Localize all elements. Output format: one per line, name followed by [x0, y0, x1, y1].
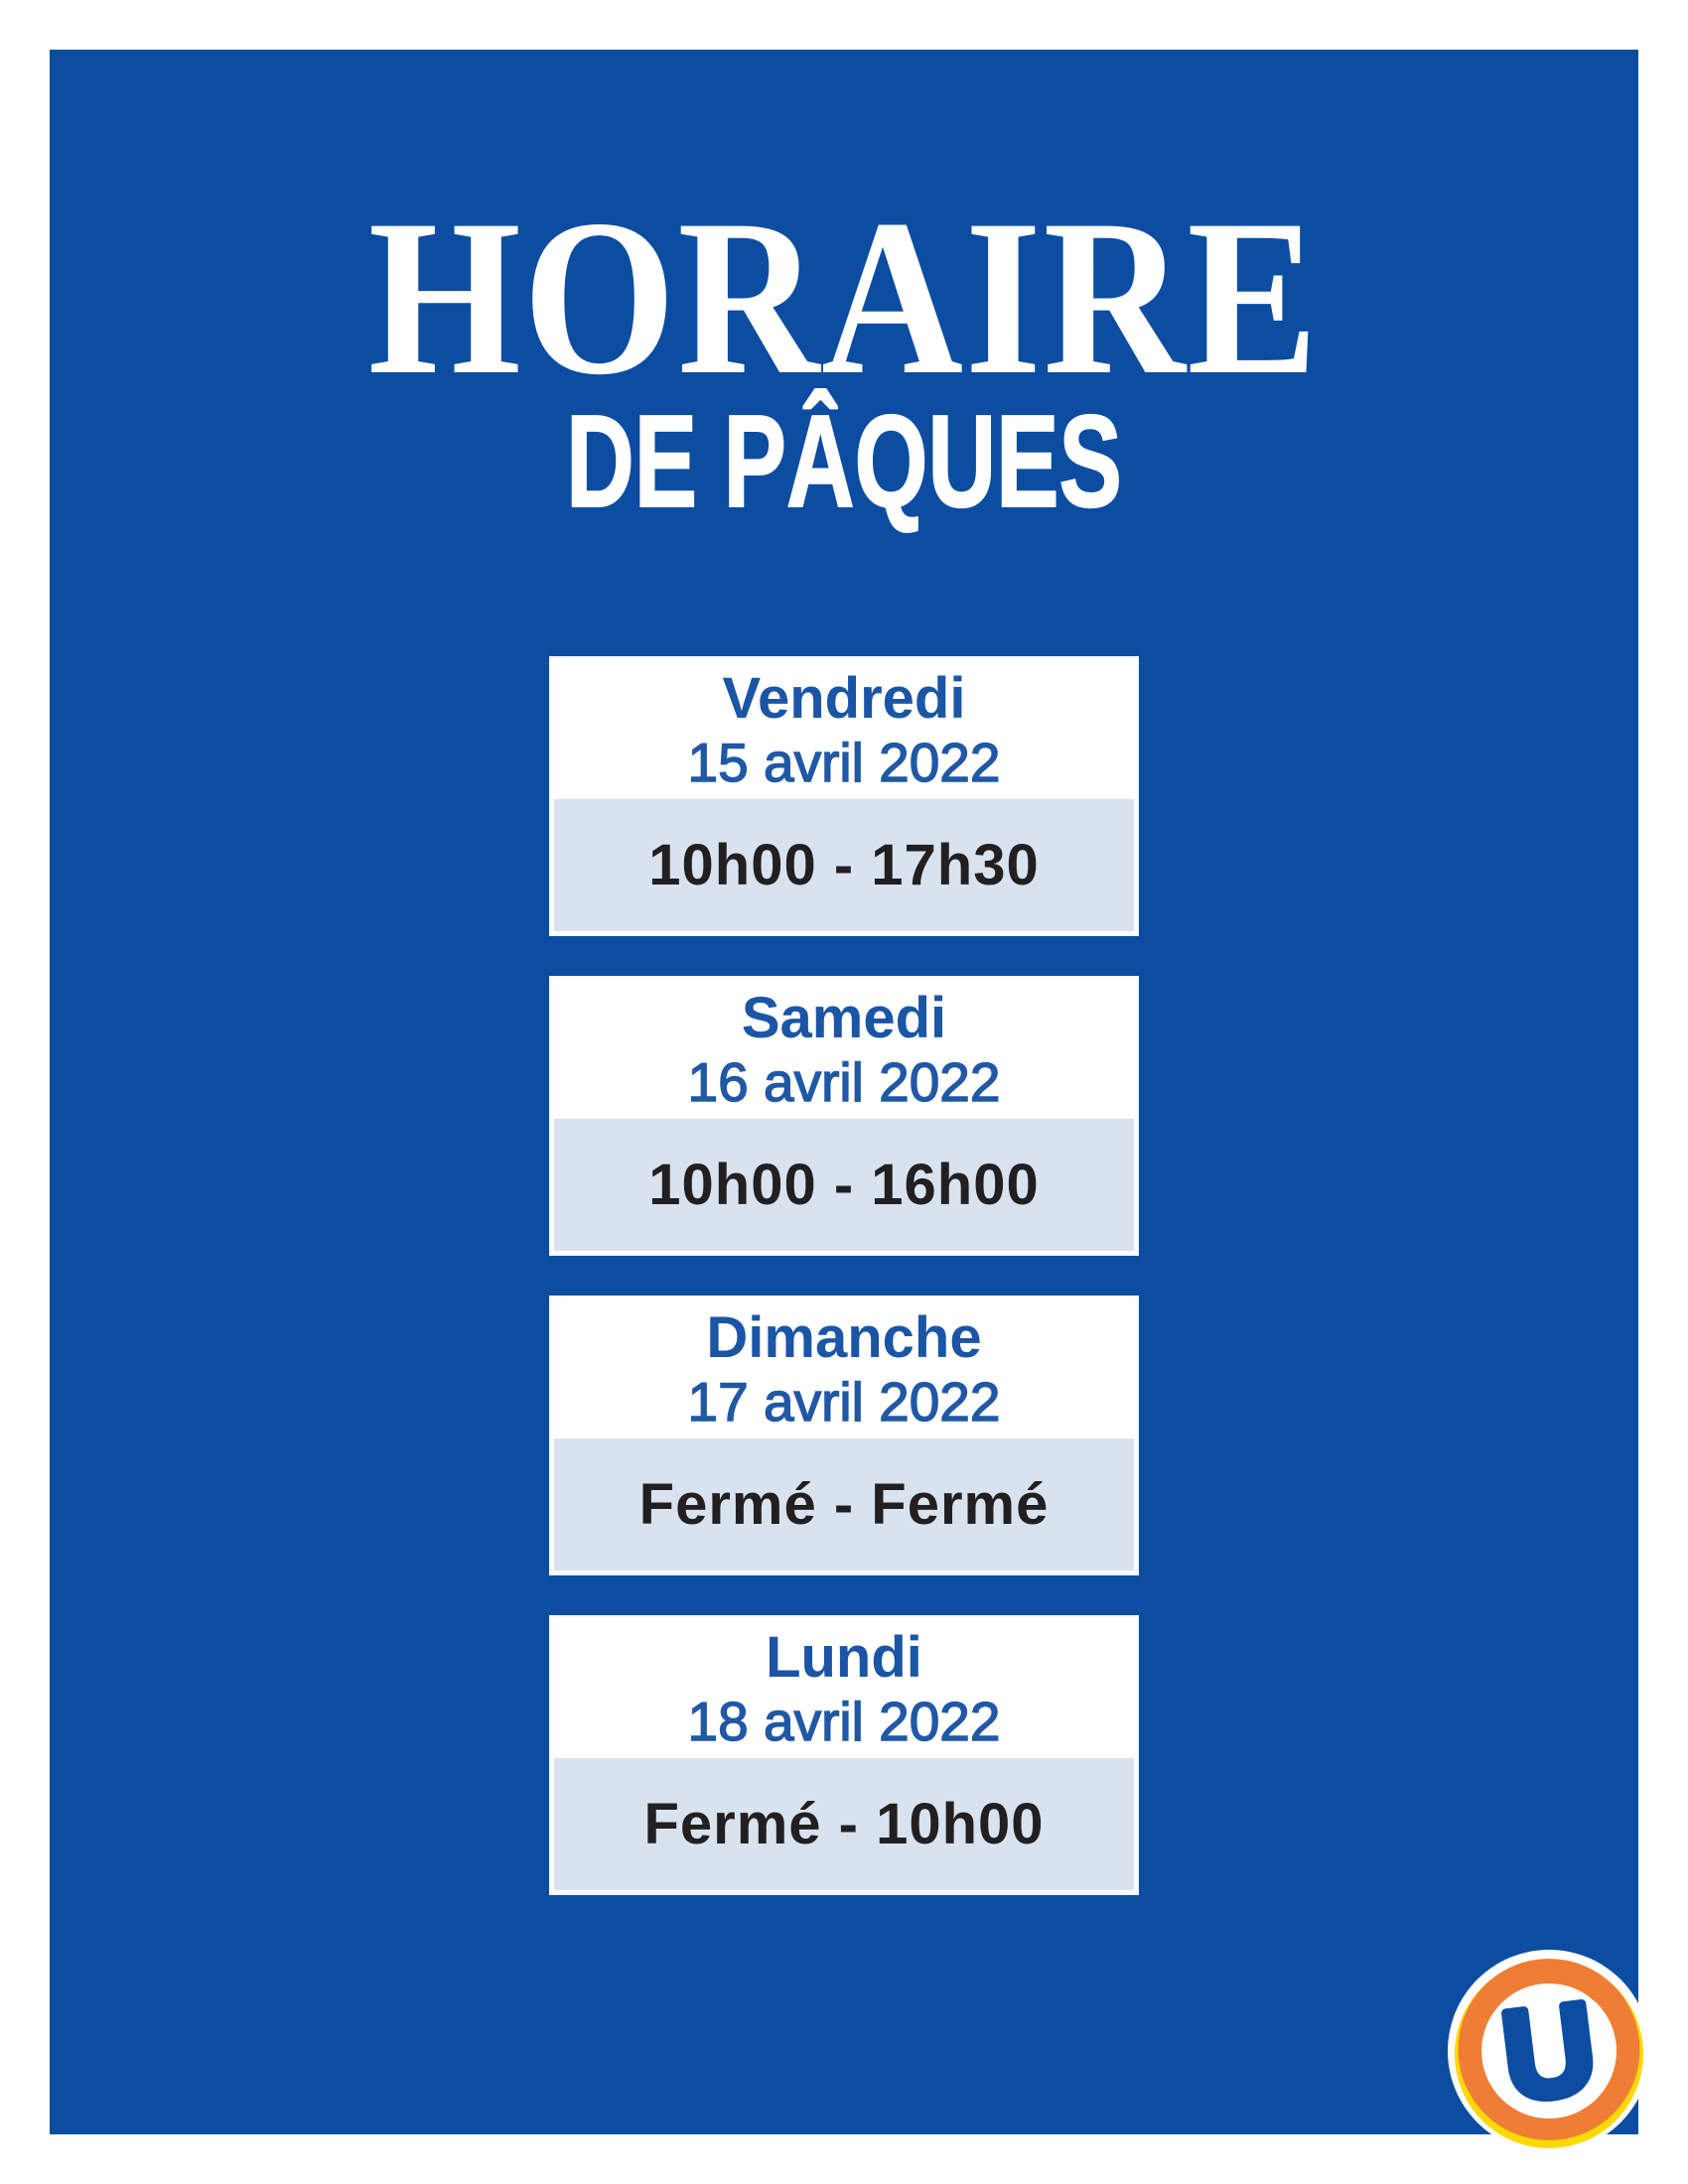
card-hours-band: [554, 1119, 1134, 1251]
day-hours: 10h00 - 17h30: [648, 833, 1040, 897]
day-name: Vendredi: [722, 666, 966, 732]
day-name: Samedi: [741, 986, 947, 1051]
uniprix-logo-graphic: [1448, 1950, 1650, 2152]
day-hours: Fermé - Fermé: [638, 1472, 1050, 1537]
logo-letter-u: U: [1494, 1976, 1604, 2129]
card-hours-band: [554, 799, 1134, 931]
day-date: 18 avril 2022: [687, 1691, 1001, 1753]
day-name: Lundi: [766, 1625, 922, 1691]
blue-background-panel: [50, 50, 1638, 2134]
day-hours: 10h00 - 16h00: [648, 1153, 1040, 1217]
card-header: [549, 1615, 1139, 1758]
schedule-card-monday: [549, 1615, 1139, 1895]
schedule-card-friday: [549, 656, 1139, 936]
card-header: [549, 656, 1139, 799]
card-hours-band: [554, 1758, 1134, 1890]
schedule-card-list: [549, 656, 1139, 1895]
card-header: [549, 976, 1139, 1119]
day-date: 16 avril 2022: [687, 1051, 1001, 1114]
day-name: Dimanche: [706, 1305, 982, 1371]
day-hours: Fermé - 10h00: [643, 1792, 1045, 1856]
uniprix-logo: [1448, 1950, 1650, 2152]
day-date: 15 avril 2022: [687, 732, 1001, 794]
card-header: [549, 1296, 1139, 1438]
day-date: 17 avril 2022: [687, 1371, 1001, 1433]
poster-subtitle: DE PÂQUES: [566, 388, 1122, 534]
schedule-card-saturday: [549, 976, 1139, 1256]
schedule-card-sunday: [549, 1296, 1139, 1575]
poster-title: HORAIRE: [367, 173, 1321, 421]
card-hours-band: [554, 1438, 1134, 1570]
